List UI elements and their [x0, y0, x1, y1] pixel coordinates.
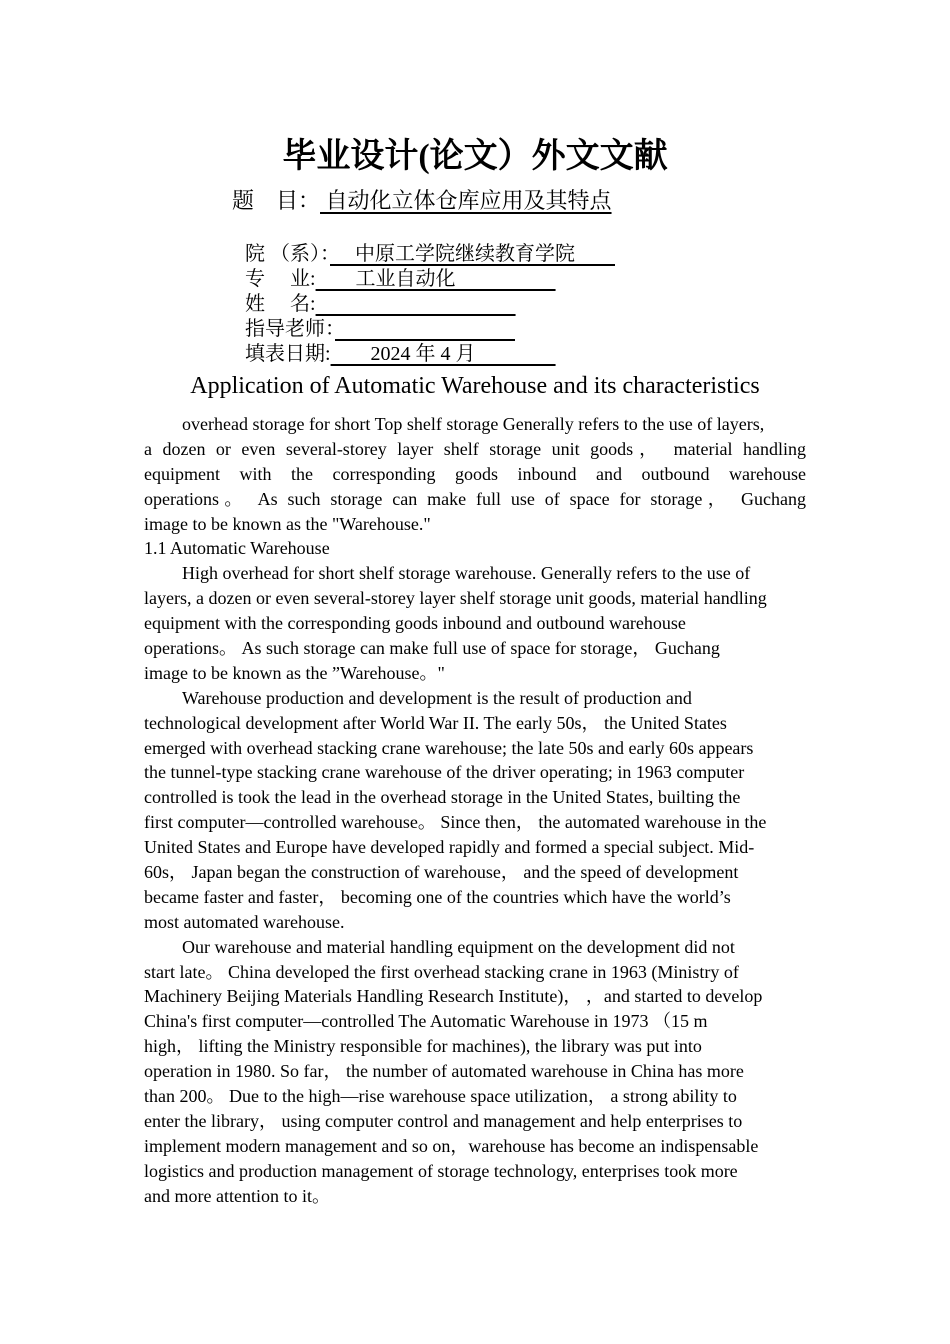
text-line: equipment with the corresponding goods inbound and outbound warehouse: [144, 463, 806, 484]
text-line: overhead storage for short Top shelf storage Generally refers to the use of layers,: [182, 414, 765, 434]
text-line: 60s， Japan began the construction of warehouse， and the speed of development: [144, 862, 739, 883]
text-line: first computer—controlled warehouse。 Since then， the automated warehouse in the: [144, 812, 767, 833]
text-line: operations。 As such storage can make full use of space for storage， Guchang: [144, 638, 720, 659]
text-line: United States and Europe have developed rapidly and formed a special subject. Mid-: [144, 837, 755, 858]
text-line: implement modern management and so on，warehouse has become an indispensable: [144, 1135, 759, 1156]
text-line: emerged with overhead stacking crane warehouse; the late 50s and early 60s appears: [144, 737, 754, 758]
subject-line: [232, 184, 612, 215]
info-label: 院 （系）：: [245, 243, 330, 265]
body-text: [144, 412, 806, 1209]
text-line: image to be known as the ”Warehouse。": [144, 662, 445, 683]
text-line: image to be known as the "Warehouse.": [144, 513, 431, 534]
text-line: High overhead for short shelf storage warehouse. Generally refers to the use of: [182, 563, 751, 584]
subject-label: 题 目：: [232, 188, 321, 213]
text-line: Warehouse production and development is the result of production and: [182, 687, 692, 708]
text-line: enter the library， using computer control and management and help enterprises to: [144, 1110, 743, 1131]
text-line: layers, a dozen or even several-storey layer shelf storage unit goods, material handling: [144, 588, 767, 609]
subject-value: 自动化立体仓库应用及其特点: [320, 188, 612, 213]
section-heading: 1.1 Automatic Warehouse: [144, 538, 330, 559]
info-label: 专 业:: [245, 268, 316, 290]
text-line: most automated warehouse.: [144, 911, 345, 932]
info-label: 指导老师：: [245, 318, 335, 340]
text-line: logistics and production management of storage technology, enterprises took more: [144, 1160, 738, 1181]
text-line: controlled is took the lead in the overhead storage in the United States, builting the: [144, 787, 741, 808]
info-value: 2024 年 4 月: [330, 343, 556, 365]
text-line: high， lifting the Ministry responsible for machines), the library was put into: [144, 1036, 702, 1057]
info-date: [245, 337, 556, 366]
text-line: than 200。 Due to the high—rise warehouse space utilization， a strong ability to: [144, 1086, 737, 1107]
text-line: the tunnel-type stacking crane warehouse of the driver operating; in 1963 computer: [144, 762, 745, 783]
text-line: start late。 China developed the first overhead stacking crane in 1963 (Ministry of: [144, 961, 739, 982]
text-line: equipment with the corresponding goods inbound and outbound warehouse: [144, 613, 686, 634]
text-line: Our warehouse and material handling equipment on the development did not: [182, 936, 735, 957]
info-label: 填表日期:: [245, 343, 331, 365]
text-line: a dozen or even several-storey layer shelf storage unit goods， material handling: [144, 438, 806, 459]
text-line: China's first computer—controlled The Automatic Warehouse in 1973 （15 m: [144, 1011, 708, 1032]
text-line: and more attention to it。: [144, 1185, 330, 1206]
info-value: 工业自动化: [315, 268, 556, 290]
info-value: 中原工学院继续教育学院: [330, 243, 615, 265]
text-line: operations。 As such storage can make full use of space for storage， Guchang: [144, 488, 806, 509]
text-line: operation in 1980. So far， the number of automated warehouse in China has more: [144, 1061, 744, 1082]
document-title: 毕业设计(论文）外文文献: [282, 138, 668, 175]
info-label: 姓 名:: [245, 293, 316, 315]
text-line: became faster and faster， becoming one of the countries which have the world’s: [144, 886, 731, 907]
text-line: Machinery Beijing Materials Handling Research Institute)， ，and started to develop: [144, 986, 763, 1007]
text-line: technological development after World War II. The early 50s， the United States: [144, 712, 727, 733]
english-title: Application of Automatic Warehouse and its characteristics: [190, 373, 760, 399]
